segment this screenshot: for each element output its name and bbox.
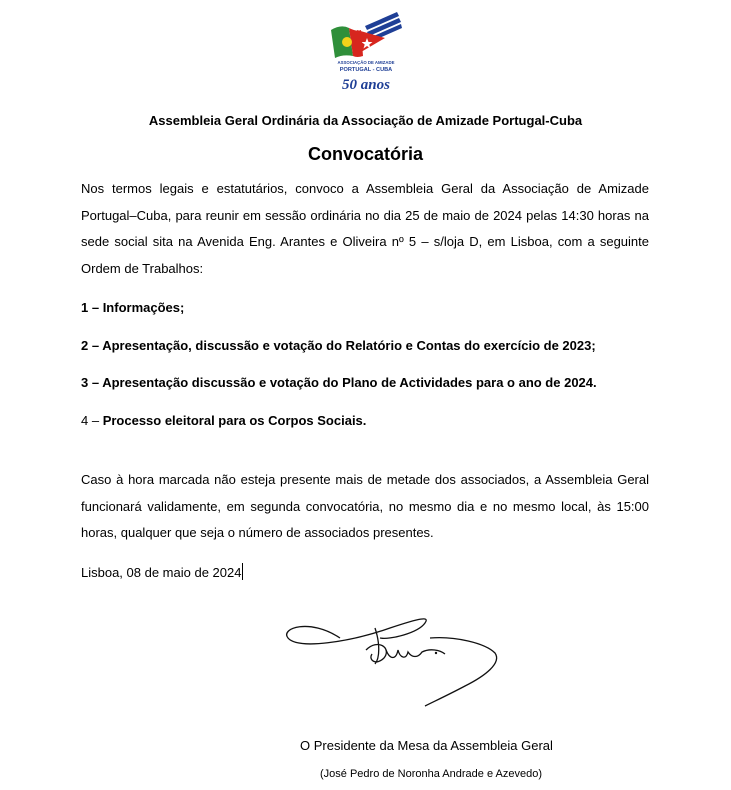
agenda-item-1 <box>81 300 184 315</box>
agenda-item-number: 2 – <box>81 338 103 353</box>
document-title: Convocatória <box>307 144 424 164</box>
agenda-item-number: 3 – <box>81 375 103 390</box>
agenda-item-number: 1 – <box>81 300 103 315</box>
agenda-item-text: Apresentação, discussão e votação do Relatório e Contas do exercício de 2023; <box>102 338 596 353</box>
text-cursor <box>242 563 243 580</box>
agenda-item-text: Processo eleitoral para os Corpos Sociais. <box>102 413 367 428</box>
agenda-item-text: Apresentação discussão e votação do Plano de Actividades para o ano de 2024. <box>102 375 597 390</box>
agenda-item-text: Informações; <box>102 300 185 315</box>
closing-paragraph: Caso à hora marcada não esteja presente mais de metade dos associados, a Assembleia Geral funcionará validamente, em segunda convocatória, no mesmo dia e no mesmo local, às 15:00 horas, qualquer que seja o número de associados presentes. <box>81 472 649 540</box>
signatory-name: (José Pedro de Noronha Andrade e Azevedo) <box>320 768 542 780</box>
assembly-heading: Assembleia Geral Ordinária da Associação de Amizade Portugal-Cuba <box>148 113 583 128</box>
portugal-sphere-icon <box>342 37 352 47</box>
date-line <box>81 563 243 580</box>
logo-org-line1: ASSOCIAÇÃO DE AMIZADE <box>337 60 395 65</box>
intro-paragraph: Nos termos legais e estatutários, convoco a Assembleia Geral da Associação de Amizade Portugal–Cuba, para reunir em sessão ordinária no dia 25 de maio de 2024 pelas 14:30 horas na sede social sita na Avenida Eng. Arantes e Oliveira nº 5 – s/loja D, em Lisboa, com a seguinte Ordem de Trabalhos: <box>81 181 649 276</box>
agenda-item-3 <box>81 375 597 390</box>
signatory-role: O Presidente da Mesa da Assembleia Geral <box>300 738 553 753</box>
date-text: Lisboa, 08 de maio de 2024 <box>81 565 242 580</box>
handwritten-signature <box>280 598 510 708</box>
association-logo <box>327 8 405 94</box>
logo-org-line2: PORTUGAL - CUBA <box>339 67 393 73</box>
agenda-item-4 <box>81 413 366 428</box>
logo-anniversary: 50 anos <box>342 77 390 93</box>
agenda-item-2 <box>81 338 596 353</box>
agenda-item-number: 4 – <box>81 413 103 428</box>
